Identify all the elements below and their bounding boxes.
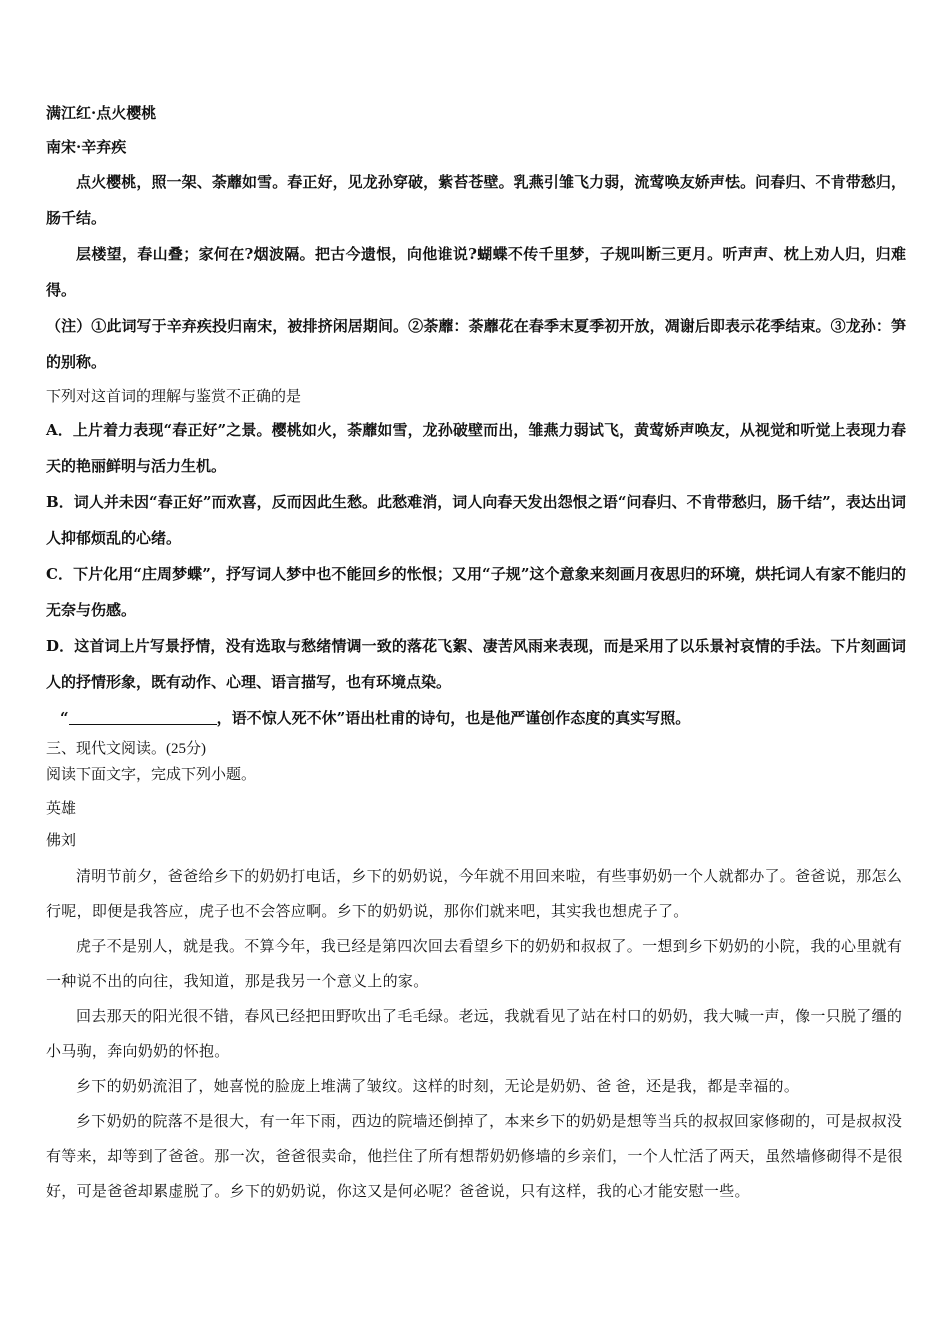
option-label: A．: [46, 421, 73, 439]
section-instruction: 阅读下面文字，完成下列小题。: [46, 767, 257, 783]
option-c: [46, 556, 906, 628]
article-title: 英雄: [46, 801, 77, 817]
article-paragraph: 乡下的奶奶流泪了，她喜悦的脸庞上堆满了皱纹。这样的时刻，无论是奶奶、爸 爸，还是我，都是幸福的。: [76, 1079, 800, 1095]
option-b: [46, 484, 906, 556]
option-list: [46, 412, 906, 700]
article-paragraph: 虎子不是别人，就是我。不算今年，我已经是第四次回去看望乡下的奶奶和叔叔了。一想到乡下奶奶的小院，我的心里就有一种说不出的向往，我知道，那是我另一个意义上的家。: [46, 939, 903, 990]
option-label: B．: [46, 493, 74, 511]
article-paragraph: 回去那天的阳光很不错，春风已经把田野吹出了毛毛绿。老远，我就看见了站在村口的奶奶，我大喊一声，像一只脱了缰的小马驹，奔向奶奶的怀抱。: [46, 1009, 903, 1060]
option-d: [46, 628, 906, 700]
article-body: [46, 860, 906, 1210]
answer-blank: [69, 710, 217, 725]
fill-blank-text: ，语不惊人死不休”语出杜甫的诗句，也是他严谨创作态度的真实写照。: [216, 709, 691, 727]
option-text: 上片着力表现“春正好”之景。樱桃如火，荼蘼如雪，龙孙破壁而出，雏燕力弱试飞，黄莺娇声唤友，从视觉和听觉上表现力春天的艳丽鲜明与活力生机。: [46, 421, 907, 475]
poem-author: 南宋·辛弃疾: [46, 138, 127, 156]
open-quote: “: [60, 709, 69, 727]
poem-note: （注）①此词写于辛弃疾投归南宋，被排挤闲居期间。②荼蘼：荼蘼花在春季末夏季初开放，凋谢后即表示花季结束。③龙孙：笋的别称。: [46, 317, 906, 371]
question-stem: 下列对这首词的理解与鉴赏不正确的是: [46, 387, 302, 405]
poem-title: 满江红·点火樱桃: [46, 104, 157, 122]
article-author: 佛刘: [46, 833, 77, 849]
option-label: D．: [46, 637, 75, 655]
article-paragraph: 乡下奶奶的院落不是很大，有一年下雨，西边的院墙还倒掉了，本来乡下的奶奶是想等当兵的叔叔回家修砌的，可是叔叔没有等来，却等到了爸爸。那一次，爸爸很卖命，他拦住了所有想帮奶奶修墙的乡亲们，一个人忙活了两天，虽然墙修砌得不是很好，可是爸爸却累虚脱了。乡下的奶奶说，你这又是何必呢？爸爸说，只有这样，我的心才能安慰一些。: [46, 1114, 903, 1200]
poem-stanza-1: 点火樱桃，照一架、荼蘼如雪。春正好，见龙孙穿破，紫苔苍壁。乳燕引雏飞力弱，流莺唤友娇声怯。问春归、不肯带愁归，肠千结。: [46, 173, 906, 227]
option-text: 这首词上片写景抒情，没有选取与愁绪情调一致的落花飞絮、凄苦风雨来表现，而是采用了以乐景衬哀情的手法。下片刻画词人的抒情形象，既有动作、心理、语言描写，也有环境点染。: [46, 637, 906, 691]
section-heading: 三、现代文阅读。(25分): [46, 741, 206, 757]
option-a: [46, 412, 906, 484]
option-text: 词人并未因“春正好”而欢喜，反而因此生愁。此愁难消，词人向春天发出怨恨之语“问春归、不肯带愁归，肠千结”，表达出词人抑郁烦乱的心绪。: [46, 493, 906, 547]
poem-stanza-2: 层楼望，春山叠；家何在?烟波隔。把古今遗恨，向他谁说?蝴蝶不传千里梦，子规叫断三更月。听声声、枕上劝人归，归难得。: [46, 245, 906, 299]
option-text: 下片化用“庄周梦蝶”，抒写词人梦中也不能回乡的怅恨；又用“子规”这个意象来刻画月夜思归的环境，烘托词人有家不能归的无奈与伤感。: [46, 565, 906, 619]
fill-blank-question: [46, 700, 906, 736]
option-label: C．: [46, 565, 74, 583]
article-paragraph: 清明节前夕，爸爸给乡下的奶奶打电话，乡下的奶奶说，今年就不用回来啦，有些事奶奶一个人就都办了。爸爸说，那怎么行呢，即便是我答应，虎子也不会答应啊。乡下的奶奶说，那你们就来吧，其实我也想虎子了。: [46, 869, 903, 920]
